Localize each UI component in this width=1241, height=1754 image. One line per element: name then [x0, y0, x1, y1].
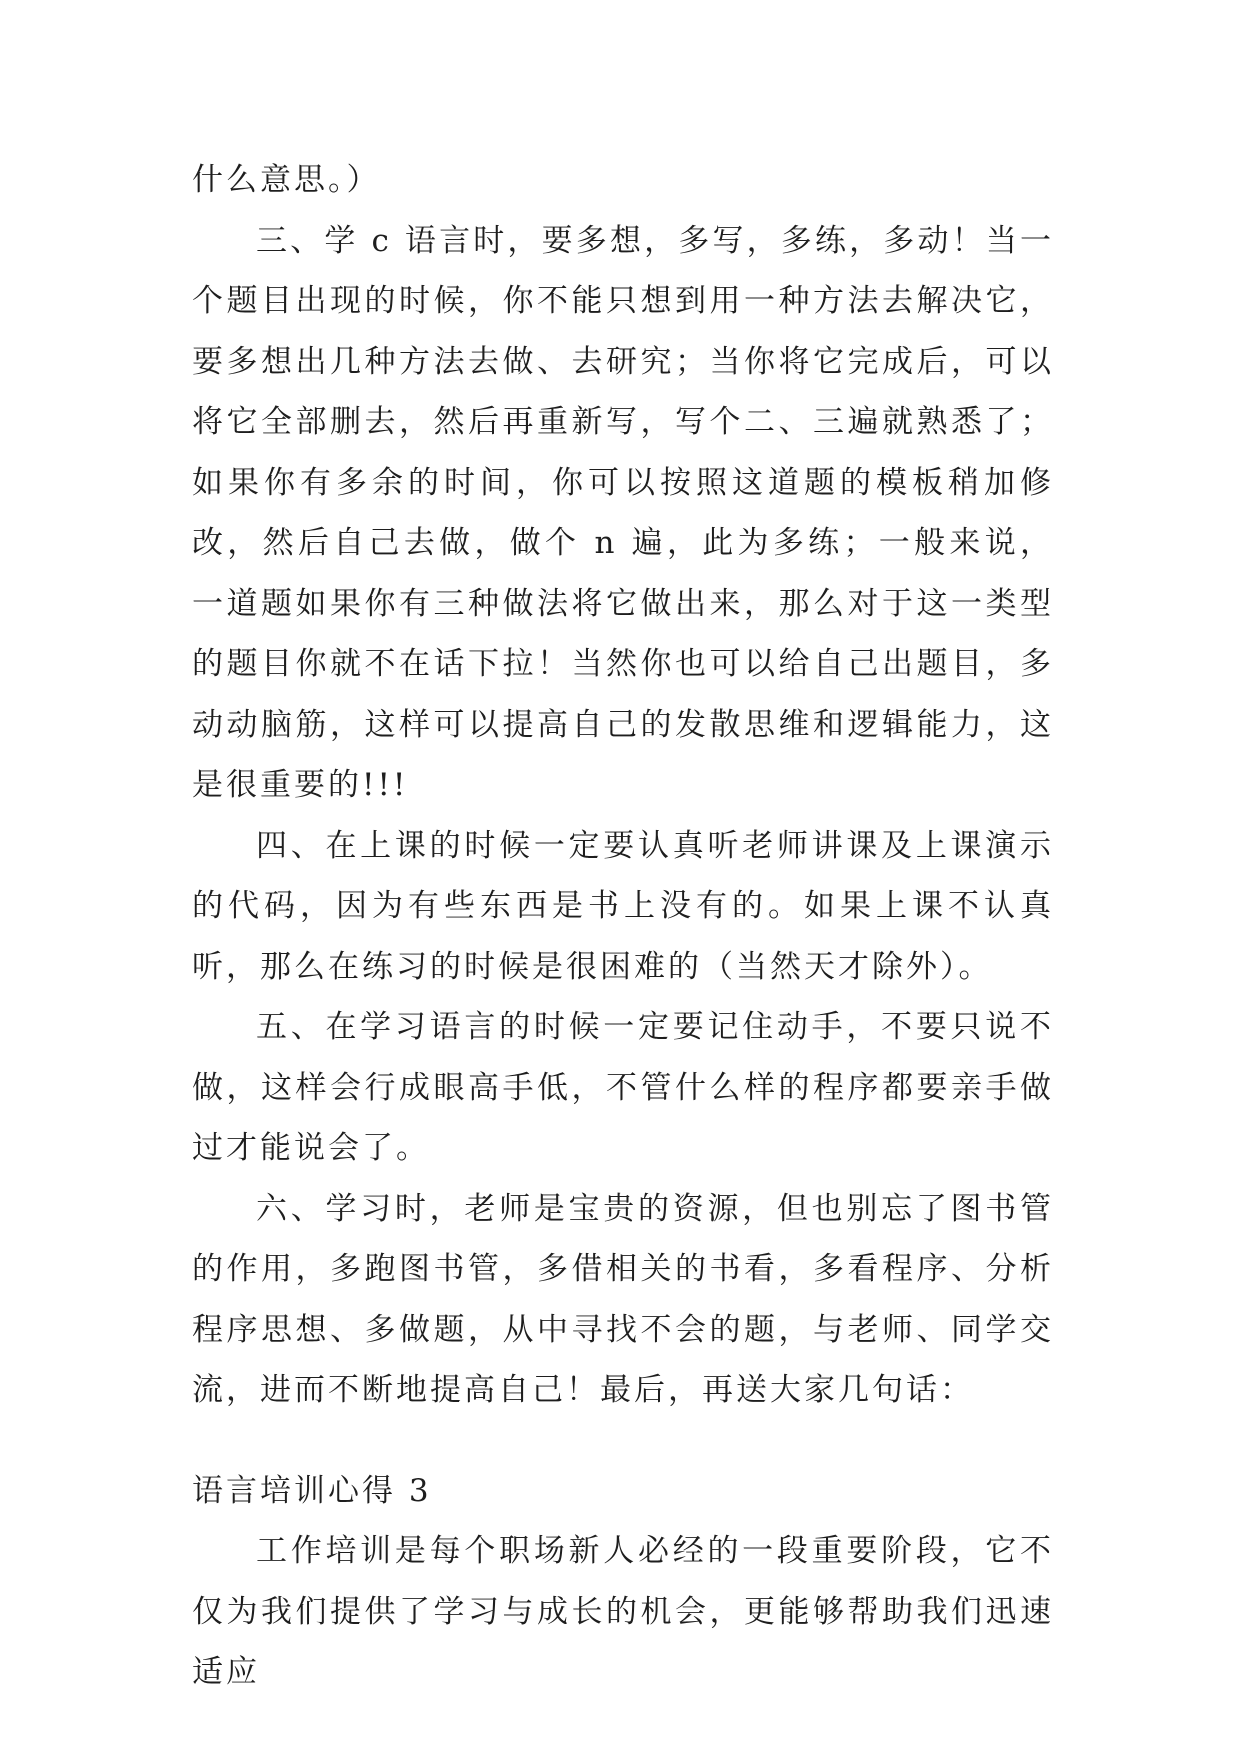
paragraph-tip-six: 六、学习时，老师是宝贵的资源，但也别忘了图书管的作用，多跑图书管，多借相关的书看，多看程序、分析程序思想、多做题，从中寻找不会的题，与老师、同学交流，进而不断地提高自己！最后，再送大家几句话：: [192, 1190, 1054, 1408]
document-body: [192, 150, 1054, 1703]
paragraph-section-intro: 工作培训是每个职场新人必经的一段重要阶段，它不仅为我们提供了学习与成长的机会，更能够帮助我们迅速适应: [192, 1533, 1054, 1690]
paragraph-tip-three: 三、学 c 语言时，要多想，多写，多练，多动！当一个题目出现的时候，你不能只想到用一种方法去解决它，要多想出几种方法去做、去研究；当你将它完成后，可以将它全部删去，然后再重新写，写个二、三遍就熟悉了；如果你有多余的时间，你可以按照这道题的模板稍加修改，然后自己去做，做个 n 遍，此为多练；一般来说，一道题如果你有三种做法将它做出来，那么对于这一类型的题目你就不在话下拉！当然你也可以给自己出题目，多动动脑筋，这样可以提高自己的发散思维和逻辑能力，这是很重要的!!!: [192, 222, 1054, 803]
section-heading: 语言培训心得 3: [192, 1472, 432, 1509]
paragraph-tip-four: 四、在上课的时候一定要认真听老师讲课及上课演示的代码，因为有些东西是书上没有的。如果上课不认真听，那么在练习的时候是很困难的（当然天才除外）。: [192, 827, 1054, 985]
paragraph-continuation: 什么意思。）: [192, 162, 381, 198]
paragraph-tip-five: 五、在学习语言的时候一定要记住动手，不要只说不做，这样会行成眼高手低，不管什么样的程序都要亲手做过才能说会了。: [192, 1009, 1054, 1166]
